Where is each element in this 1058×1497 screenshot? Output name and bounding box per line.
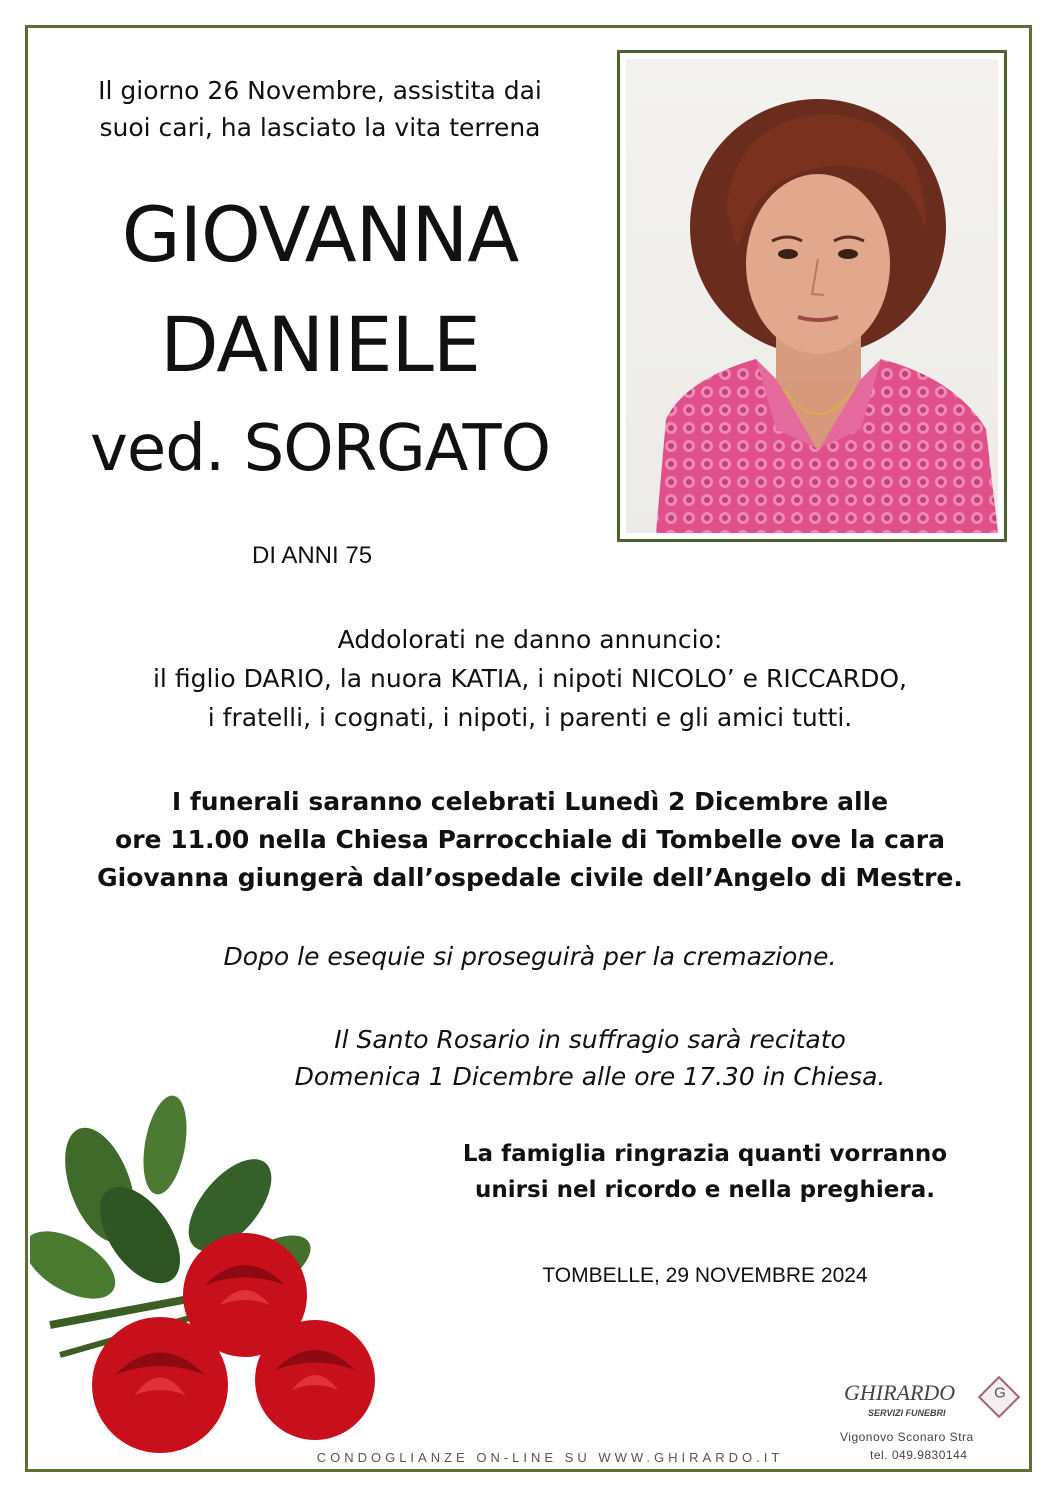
red-roses-image — [30, 1095, 430, 1465]
intro-line-2: suoi cari, ha lasciato la vita terrena — [99, 113, 541, 142]
announcement — [80, 620, 980, 737]
online-condolences: CONDOGLIANZE ON-LINE SU WWW.GHIRARDO.IT — [316, 1450, 784, 1465]
rose-right — [255, 1320, 375, 1440]
funeral-home-name: GHIRARDO — [844, 1380, 956, 1405]
rose-left — [92, 1317, 228, 1453]
funeral-line-3: Giovanna giungerà dall’ospedale civile dell’Angelo di Mestre. — [97, 863, 963, 892]
funeral-home-logo — [832, 1378, 1032, 1468]
rosary-note — [240, 1021, 940, 1095]
announcement-line-3: i fratelli, i cognati, i nipoti, i parenti e gli amici tutti. — [207, 703, 853, 732]
married-name: ved. SORGATO — [90, 412, 550, 486]
funeral-details — [60, 783, 1000, 897]
funeral-home-towns: Vigonovo Sconaro Stra — [840, 1430, 974, 1444]
funeral-line-1: I funerali saranno celebrati Lunedì 2 Dicembre alle — [171, 787, 889, 816]
g-diamond-icon — [978, 1376, 1020, 1418]
first-name: GIOVANNA — [121, 190, 519, 279]
announcement-line-2: il figlio DARIO, la nuora KATIA, i nipoti NICOLO’ e RICCARDO, — [152, 664, 907, 693]
age-label: DI ANNI 75 — [252, 542, 373, 569]
portrait-photo — [626, 59, 998, 533]
announcement-line-1: Addolorati ne danno annuncio: — [337, 625, 723, 654]
thanks-line-1: La famiglia ringrazia quanti vorranno — [462, 1141, 948, 1167]
place-and-date: TOMBELLE, 29 NOVEMBRE 2024 — [542, 1264, 868, 1287]
logo-mark-letter: G — [994, 1384, 1006, 1402]
funeral-home-phone: tel. 049.9830144 — [870, 1448, 968, 1462]
last-name: DANIELE — [160, 300, 480, 389]
intro-line-1: Il giorno 26 Novembre, assistita dai — [98, 76, 542, 105]
thanks-line-2: unirsi nel ricordo e nella preghiera. — [475, 1177, 935, 1203]
funeral-home-subtitle: SERVIZI FUNEBRI — [868, 1408, 946, 1418]
rosary-line-1: Il Santo Rosario in suffragio sarà recitato — [334, 1025, 846, 1054]
cremation-note: Dopo le esequie si proseguirà per la cremazione. — [223, 942, 837, 971]
family-thanks — [430, 1136, 980, 1208]
intro-text — [60, 72, 580, 146]
funeral-line-2: ore 11.00 nella Chiesa Parrocchiale di Tombelle ove la cara — [115, 825, 945, 854]
portrait-frame — [617, 50, 1007, 542]
rosary-line-2: Domenica 1 Dicembre alle ore 17.30 in Chiesa. — [294, 1062, 886, 1091]
